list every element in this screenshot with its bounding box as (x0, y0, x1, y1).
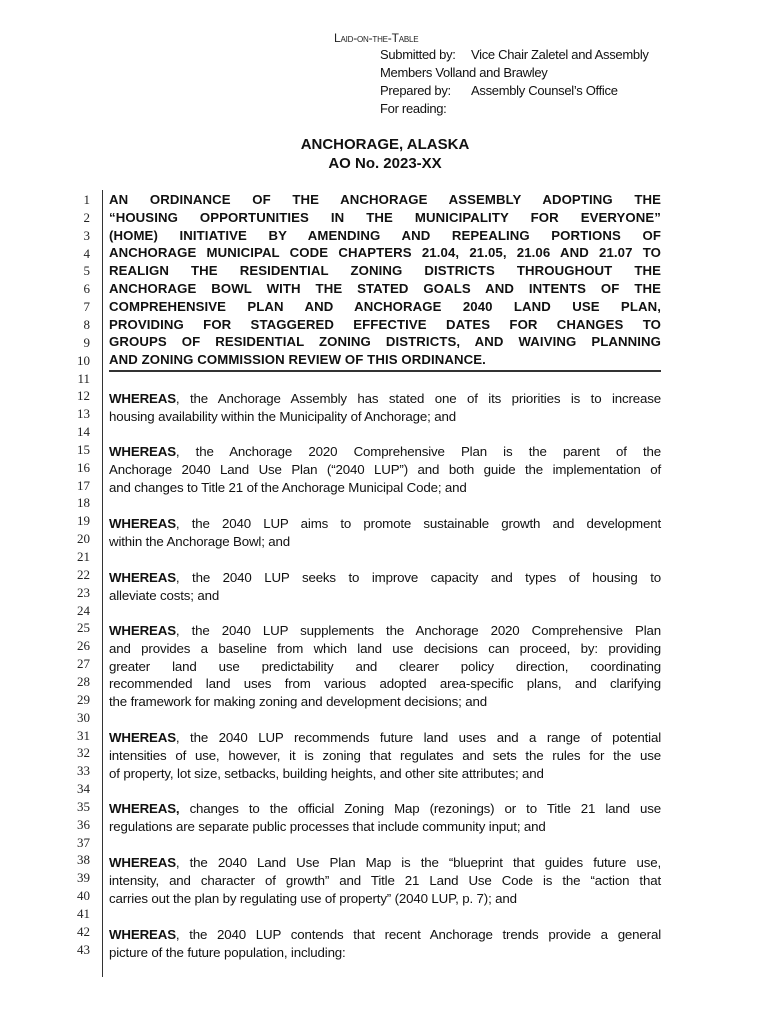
line-number: 10 (77, 352, 90, 368)
paragraph-text: the framework for making zoning and development decisions; and (109, 694, 488, 710)
title-line: (HOME) INITIATIVE BY AMENDING AND REPEALING PORTIONS OF (109, 227, 661, 243)
line-number: 16 (77, 459, 90, 475)
line-number: 20 (77, 531, 90, 547)
line-number: 40 (77, 888, 90, 904)
paragraph-text: carries out the plan by regulating use of property” (2040 LUP, p. 7); and (109, 890, 517, 906)
line-number: 36 (77, 816, 90, 832)
line-number: 34 (77, 781, 90, 797)
line-number: 13 (77, 406, 90, 422)
line-number: 2 (83, 209, 90, 225)
paragraph-text: within the Anchorage Bowl; and (109, 533, 291, 549)
title-line: COMPREHENSIVE PLAN AND ANCHORAGE 2040 LAND USE PLAN, (109, 298, 661, 314)
whereas-paragraph (109, 800, 661, 836)
submitted-by-value-cont: Members Volland and Brawley (380, 65, 548, 80)
paragraph-text: , the 2040 LUP recommends future land uses and a range of potential (175, 730, 661, 745)
city-heading: ANCHORAGE, ALASKA (300, 136, 470, 153)
line-number: 41 (77, 906, 90, 921)
line-number: 15 (77, 441, 90, 457)
ordinance-title (109, 191, 661, 369)
line-number: 28 (77, 673, 90, 689)
prepared-by-label: Prepared by: (380, 83, 451, 98)
line-number: 9 (83, 334, 90, 350)
whereas-keyword: WHEREAS (109, 516, 176, 531)
line-number: 26 (77, 638, 90, 654)
line-number: 27 (77, 656, 90, 672)
line-number: 3 (83, 227, 90, 243)
paragraph-text: changes to the official Zoning Map (rezonings) or to Title 21 land use (179, 801, 661, 816)
whereas-keyword: WHEREAS (109, 730, 176, 745)
paragraph-text: and changes to Title 21 of the Anchorage Municipal Code; and (109, 479, 467, 495)
paragraph-text: intensity, and character of growth” and Title 21 Land Use Code is the “action that (109, 872, 661, 888)
paragraph-text: regulations are separate public processes that include community input; and (109, 818, 546, 834)
paragraph-text: of property, lot size, setbacks, building heights, and other site attributes; and (109, 765, 544, 781)
whereas-keyword: WHEREAS (109, 927, 176, 942)
line-number: 14 (77, 424, 90, 440)
paragraph-text: picture of the future population, including: (109, 944, 346, 960)
line-number: 37 (77, 834, 90, 850)
paragraph-text: intensities of use, however, it is zoning that regulates and sets the rules for the use (109, 747, 661, 763)
line-number: 33 (77, 763, 90, 779)
laid-on-table-label: Laid-on-the-Table (334, 31, 419, 45)
line-number: 8 (83, 316, 90, 332)
title-line: AND ZONING COMMISSION REVIEW OF THIS ORDINANCE. (109, 352, 486, 368)
whereas-keyword: WHEREAS, (109, 801, 180, 816)
ordinance-number: AO No. 2023-XX (328, 155, 442, 172)
paragraph-text: , the Anchorage Assembly has stated one of its priorities is to increase (175, 391, 661, 406)
paragraph-text: , the Anchorage 2020 Comprehensive Plan is the parent of the (175, 444, 661, 459)
whereas-paragraph (109, 622, 661, 711)
paragraph-text: , the 2040 LUP supplements the Anchorage 2020 Comprehensive Plan (175, 623, 661, 638)
line-number: 11 (77, 370, 90, 386)
paragraph-text: and provides a baseline from which land use decisions can proceed, by: providing (109, 640, 661, 656)
line-number: 29 (77, 691, 90, 707)
line-number: 1 (83, 192, 90, 207)
prepared-by-value: Assembly Counsel’s Office (471, 83, 618, 98)
paragraph-text: , the 2040 LUP aims to promote sustainable growth and development (175, 516, 661, 531)
line-number: 32 (77, 745, 90, 761)
title-line: GROUPS OF RESIDENTIAL ZONING DISTRICTS, AND WAIVING PLANNING (109, 334, 661, 350)
whereas-paragraph (109, 729, 661, 782)
line-number: 23 (77, 584, 90, 600)
line-number: 7 (83, 299, 90, 315)
paragraph-text: recommended land uses from various adopted area-specific plans, and clarifying (109, 676, 661, 692)
for-reading-label: For reading: (380, 101, 447, 116)
margin-rule (102, 190, 103, 977)
whereas-keyword: WHEREAS (109, 570, 176, 585)
line-number: 5 (83, 263, 90, 279)
whereas-keyword: WHEREAS (109, 623, 176, 638)
line-number: 42 (77, 923, 90, 939)
line-number: 43 (77, 941, 90, 957)
title-line: ANCHORAGE MUNICIPAL CODE CHAPTERS 21.04, 21.05, 21.06 AND 21.07 TO (109, 245, 661, 261)
paragraph-text: Anchorage 2040 Land Use Plan (“2040 LUP”) and both guide the implementation of (109, 461, 661, 477)
paragraph-text: , the 2040 LUP seeks to improve capacity and types of housing to (175, 570, 661, 585)
whereas-paragraph (109, 390, 661, 426)
line-number: 24 (77, 602, 90, 618)
paragraph-text: , the 2040 Land Use Plan Map is the “blueprint that guides future use, (175, 855, 661, 870)
submission-metadata (380, 46, 649, 118)
whereas-paragraph (109, 926, 661, 962)
whereas-paragraph (109, 515, 661, 551)
line-number: 35 (77, 798, 90, 814)
paragraph-text: , the 2040 LUP contends that recent Anchorage trends provide a general (175, 927, 661, 942)
line-number: 17 (77, 477, 90, 493)
whereas-paragraph (109, 443, 661, 496)
paragraph-text: greater land use predictability and clearer policy direction, coordinating (109, 658, 661, 674)
line-number: 18 (77, 495, 90, 511)
line-number: 30 (77, 709, 90, 725)
title-line: PROVIDING FOR STAGGERED EFFECTIVE DATES FOR CHANGES TO (109, 316, 661, 332)
line-number: 22 (77, 566, 90, 582)
whereas-keyword: WHEREAS (109, 444, 176, 459)
line-number: 21 (77, 549, 90, 564)
whereas-keyword: WHEREAS (109, 855, 176, 870)
line-number: 39 (77, 870, 90, 886)
title-line: ANCHORAGE BOWL WITH THE STATED GOALS AND INTENTS OF THE (109, 280, 661, 296)
title-underline (109, 370, 661, 372)
whereas-paragraph (109, 854, 661, 907)
title-line: “HOUSING OPPORTUNITIES IN THE MUNICIPALITY FOR EVERYONE” (109, 209, 661, 225)
title-line: REALIGN THE RESIDENTIAL ZONING DISTRICTS THROUGHOUT THE (109, 263, 661, 279)
line-number: 4 (83, 245, 90, 261)
line-number: 31 (77, 727, 90, 743)
submitted-by-value: Vice Chair Zaletel and Assembly (471, 47, 649, 62)
line-number: 6 (83, 281, 90, 297)
line-number: 25 (77, 620, 90, 636)
line-number: 12 (77, 388, 90, 404)
submitted-by-label: Submitted by: (380, 47, 456, 62)
title-line: AN ORDINANCE OF THE ANCHORAGE ASSEMBLY ADOPTING THE (109, 192, 661, 207)
line-number: 38 (77, 852, 90, 868)
line-number: 19 (77, 513, 90, 529)
paragraph-text: housing availability within the Municipality of Anchorage; and (109, 408, 456, 424)
paragraph-text: alleviate costs; and (109, 587, 220, 603)
whereas-paragraph (109, 569, 661, 605)
whereas-keyword: WHEREAS (109, 391, 176, 406)
